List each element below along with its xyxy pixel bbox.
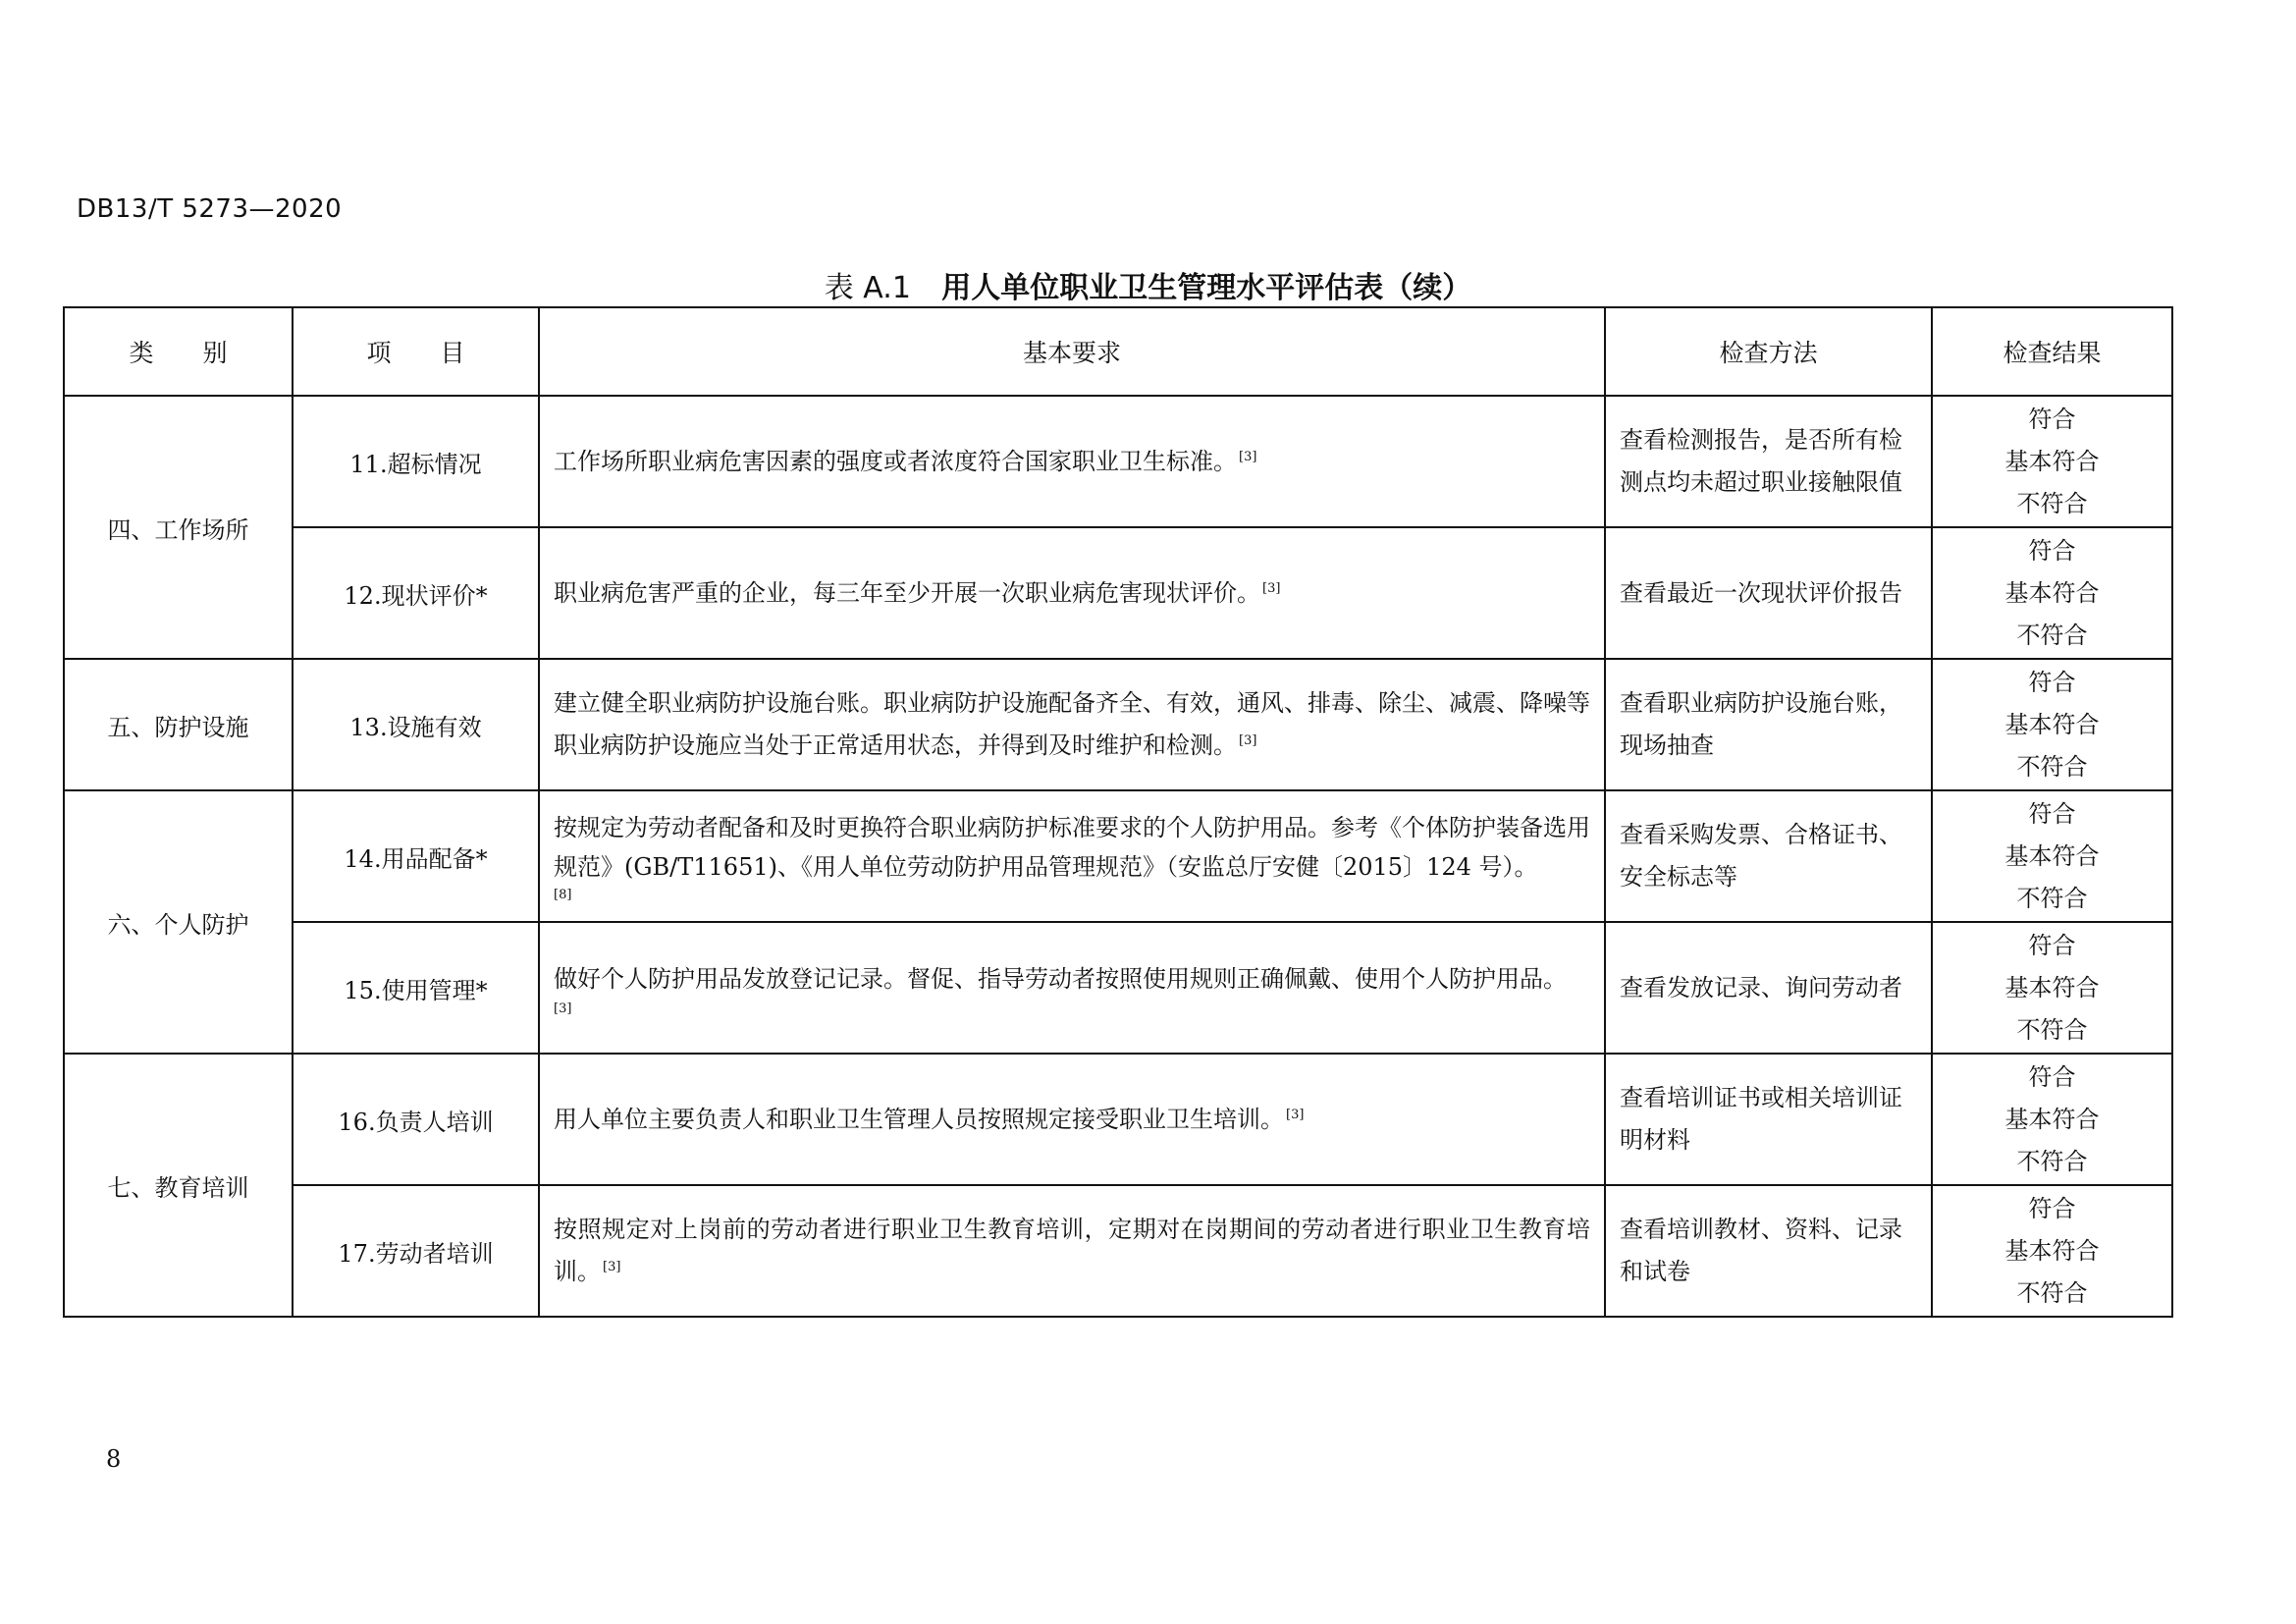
result-cell <box>1932 396 2172 527</box>
method-cell: 查看检测报告，是否所有检测点均未超过职业接触限值 <box>1605 396 1932 527</box>
reference-mark: [8] <box>554 888 572 902</box>
requirement-text: 做好个人防护用品发放登记记录。督促、指导劳动者按照使用规则正确佩戴、使用个人防护用品。 <box>554 964 1567 993</box>
result-option-conform: 符合 <box>2028 668 2076 696</box>
table-row <box>64 790 2172 922</box>
document-code: DB13/T 5273—2020 <box>77 194 343 224</box>
reference-mark: [3] <box>1286 1107 1305 1122</box>
result-option-nonconform: 不符合 <box>2016 1278 2088 1307</box>
table-header-row <box>64 307 2172 396</box>
result-cell <box>1932 527 2172 659</box>
page-number: 8 <box>106 1445 122 1473</box>
result-option-nonconform: 不符合 <box>2016 752 2088 781</box>
requirement-text: 建立健全职业病防护设施台账。职业病防护设施配备齐全、有效，通风、排毒、除尘、减震、降噪等职业病防护设施应当处于正常适用状态，并得到及时维护和检测。 <box>554 689 1590 759</box>
reference-mark: [3] <box>1262 580 1281 596</box>
header-category: 类 别 <box>64 307 293 396</box>
category-cell: 七、教育培训 <box>64 1054 293 1317</box>
method-cell: 查看职业病防护设施台账，现场抽查 <box>1605 659 1932 790</box>
requirement-text: 职业病危害严重的企业，每三年至少开展一次职业病危害现状评价。 <box>554 578 1260 607</box>
evaluation-table <box>63 306 2173 1318</box>
result-cell <box>1932 1185 2172 1317</box>
method-cell: 查看培训证书或相关培训证明材料 <box>1605 1054 1932 1185</box>
item-cell: 17.劳动者培训 <box>293 1185 539 1317</box>
item-cell: 11.超标情况 <box>293 396 539 527</box>
header-requirement: 基本要求 <box>539 307 1605 396</box>
item-cell: 13.设施有效 <box>293 659 539 790</box>
result-option-basic: 基本符合 <box>2004 1236 2100 1265</box>
result-option-conform: 符合 <box>2028 799 2076 828</box>
reference-mark: [3] <box>603 1260 621 1274</box>
table-row <box>64 659 2172 790</box>
result-option-basic: 基本符合 <box>2004 447 2100 475</box>
result-option-basic: 基本符合 <box>2004 578 2100 607</box>
result-cell <box>1932 922 2172 1054</box>
result-option-conform: 符合 <box>2028 1062 2076 1091</box>
result-cell <box>1932 1054 2172 1185</box>
table-row <box>64 527 2172 659</box>
result-cell <box>1932 659 2172 790</box>
requirement-cell <box>539 790 1605 922</box>
item-cell: 15.使用管理* <box>293 922 539 1054</box>
requirement-cell <box>539 659 1605 790</box>
table-row <box>64 1185 2172 1317</box>
requirement-text: 按照规定对上岗前的劳动者进行职业卫生教育培训，定期对在岗期间的劳动者进行职业卫生教育培训。 <box>554 1216 1590 1285</box>
result-option-conform: 符合 <box>2028 1194 2076 1222</box>
result-option-basic: 基本符合 <box>2004 841 2100 870</box>
requirement-text: 工作场所职业病危害因素的强度或者浓度符合国家职业卫生标准。 <box>554 447 1237 475</box>
result-option-nonconform: 不符合 <box>2016 884 2088 912</box>
table-number: 表 A.1 <box>824 271 911 305</box>
reference-mark: [3] <box>554 1001 572 1016</box>
result-cell <box>1932 790 2172 922</box>
table-row <box>64 922 2172 1054</box>
result-option-nonconform: 不符合 <box>2016 489 2088 517</box>
table-title <box>0 263 2296 306</box>
table-row <box>64 1054 2172 1185</box>
header-item: 项 目 <box>293 307 539 396</box>
header-result: 检查结果 <box>1932 307 2172 396</box>
table-row <box>64 396 2172 527</box>
header-method: 检查方法 <box>1605 307 1932 396</box>
category-cell: 四、工作场所 <box>64 396 293 659</box>
table-title-text: 用人单位职业卫生管理水平评估表（续） <box>941 271 1472 305</box>
result-option-conform: 符合 <box>2028 405 2076 433</box>
category-cell: 六、个人防护 <box>64 790 293 1054</box>
requirement-cell <box>539 1054 1605 1185</box>
item-cell: 16.负责人培训 <box>293 1054 539 1185</box>
result-option-conform: 符合 <box>2028 931 2076 959</box>
result-option-basic: 基本符合 <box>2004 1105 2100 1133</box>
requirement-cell <box>539 396 1605 527</box>
result-option-nonconform: 不符合 <box>2016 621 2088 649</box>
item-cell: 14.用品配备* <box>293 790 539 922</box>
item-cell: 12.现状评价* <box>293 527 539 659</box>
reference-mark: [3] <box>1239 449 1257 464</box>
requirement-cell <box>539 1185 1605 1317</box>
category-cell: 五、防护设施 <box>64 659 293 790</box>
requirement-text: 按规定为劳动者配备和及时更换符合职业病防护标准要求的个人防护用品。参考《个体防护装备选用规范》(GB/T11651)、《用人单位劳动防护用品管理规范》（安监总厅安健〔2015〕124 号）。 <box>554 814 1590 881</box>
result-option-nonconform: 不符合 <box>2016 1147 2088 1175</box>
result-option-basic: 基本符合 <box>2004 973 2100 1001</box>
result-option-conform: 符合 <box>2028 536 2076 565</box>
result-option-nonconform: 不符合 <box>2016 1015 2088 1044</box>
result-option-basic: 基本符合 <box>2004 710 2100 738</box>
requirement-text: 用人单位主要负责人和职业卫生管理人员按照规定接受职业卫生培训。 <box>554 1105 1284 1133</box>
requirement-cell <box>539 922 1605 1054</box>
method-cell: 查看采购发票、合格证书、安全标志等 <box>1605 790 1932 922</box>
method-cell: 查看最近一次现状评价报告 <box>1605 527 1932 659</box>
reference-mark: [3] <box>1239 733 1257 748</box>
method-cell: 查看培训教材、资料、记录和试卷 <box>1605 1185 1932 1317</box>
requirement-cell <box>539 527 1605 659</box>
method-cell: 查看发放记录、询问劳动者 <box>1605 922 1932 1054</box>
